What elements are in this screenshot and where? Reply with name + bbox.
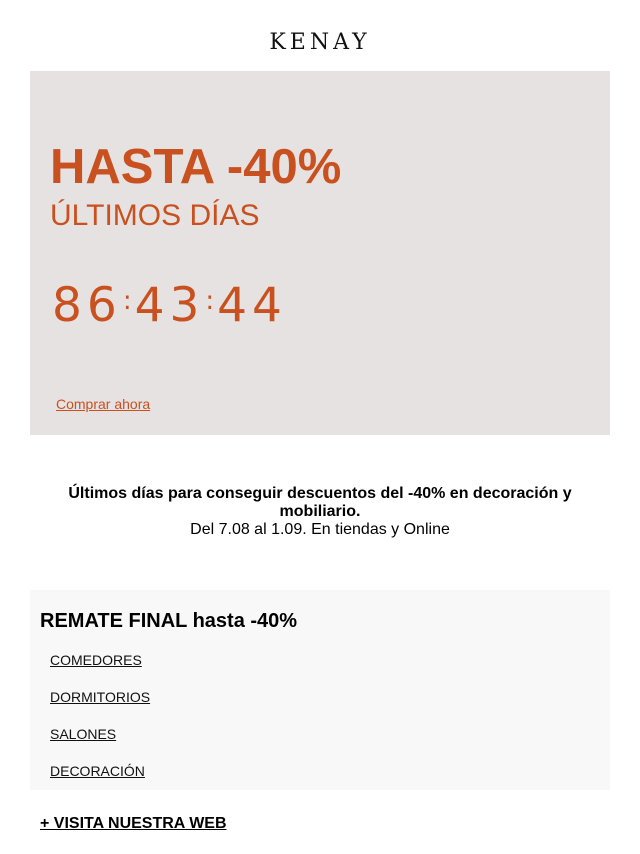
category-link-decoracion[interactable]: DECORACIÓN [50,763,145,779]
countdown-separator: : [205,286,215,316]
visit-website-link[interactable]: + VISITA NUESTRA WEB [40,815,227,832]
shop-now-link[interactable]: Comprar ahora [56,396,151,412]
brand-logo[interactable]: KENAY [269,30,371,55]
intro-headline: Últimos días para conseguir descuentos del -40% en decoración y mobiliario. [68,485,572,520]
remate-section [30,590,610,790]
hero-title: HASTA -40% [50,140,342,194]
countdown-separator: : [122,286,132,316]
hero-subtitle: ÚLTIMOS DÍAS [50,199,260,232]
countdown-hours: 86 [52,277,122,333]
intro-text [40,485,600,539]
remate-title: REMATE FINAL hasta -40% [40,610,298,632]
countdown-minutes: 43 [134,277,205,333]
intro-dates: Del 7.08 al 1.09. En tiendas y Online [190,521,450,538]
category-link-comedores[interactable]: COMEDORES [50,652,142,668]
logo-bar [0,30,640,62]
category-link-dormitorios[interactable]: DORMITORIOS [50,689,151,705]
countdown-timer [52,277,287,333]
countdown-seconds: 44 [217,277,287,333]
hero-banner [30,71,610,435]
category-link-salones[interactable]: SALONES [50,726,117,742]
